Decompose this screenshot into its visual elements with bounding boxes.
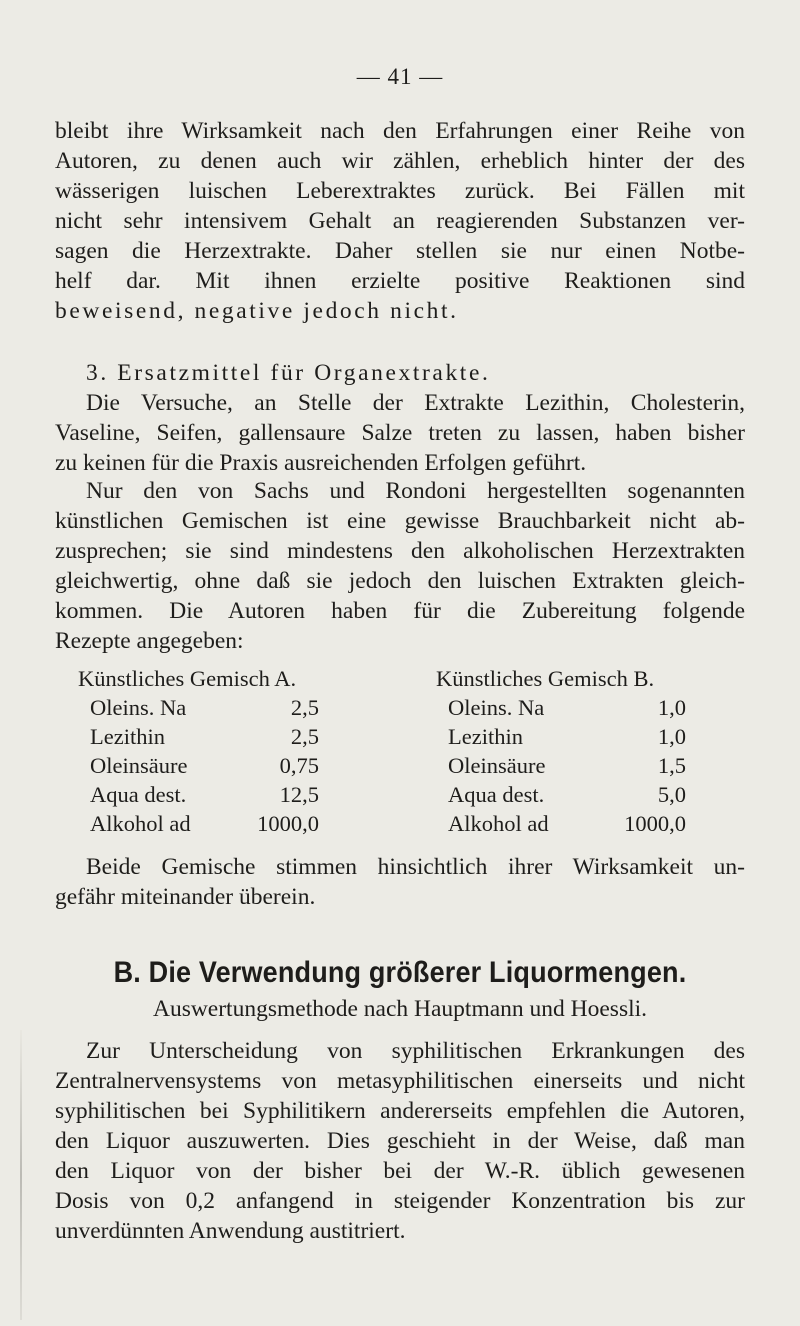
text-line: Nur den von Sachs und Rondoni hergestellten sogenannten xyxy=(86,478,745,504)
ingredient-name: Oleins. Na xyxy=(90,695,187,720)
text-line: unverdünnten Anwendung austitriert. xyxy=(55,1218,406,1244)
text-line: kommen. Die Autoren haben für die Zubereitung folgende xyxy=(55,598,745,624)
ingredient-amount: 5,0 xyxy=(657,782,686,807)
ingredient-amount: 2,5 xyxy=(290,695,319,720)
ingredient-name: Aqua dest. xyxy=(448,782,545,807)
section-heading: 3. Ersatzmittel für Organextrakte. xyxy=(86,360,491,386)
text-line: den Liquor von der bisher bei der W.-R. üblich gewesenen xyxy=(55,1158,745,1184)
recipe-row xyxy=(448,751,766,780)
text-line: Autoren, zu denen auch wir zählen, erheblich hinter der des xyxy=(55,148,745,174)
text-line: gleichwertig, ohne daß sie jedoch den luischen Extrakten gleich- xyxy=(55,568,745,594)
recipe-a xyxy=(78,664,378,838)
text-line: Die Versuche, an Stelle der Extrakte Lezithin, Cholesterin, xyxy=(86,390,745,416)
text-line: helf dar. Mit ihnen erzielte positive Reaktionen sind xyxy=(55,268,745,294)
recipe-row xyxy=(448,809,766,838)
text-line: zusprechen; sie sind mindestens den alkoholischen Herzextrakten xyxy=(55,538,745,564)
ingredient-name: Aqua dest. xyxy=(90,782,187,807)
text-line: zu keinen für die Praxis ausreichenden Erfolgen geführt. xyxy=(55,450,587,476)
text-line: nicht sehr intensivem Gehalt an reagierenden Substanzen ver- xyxy=(55,208,745,234)
recipe-row xyxy=(90,693,378,722)
ingredient-amount: 1000,0 xyxy=(257,811,319,836)
text-line: syphilitischen bei Syphilitikern andererseits empfehlen die Autoren, xyxy=(55,1098,745,1124)
ingredient-amount: 1,0 xyxy=(657,695,686,720)
margin-shadow xyxy=(20,1030,22,1320)
text-line: Dosis von 0,2 anfangend in steigender Konzentration bis zur xyxy=(55,1188,745,1214)
text-line: sagen die Herzextrakte. Daher stellen sie nur einen Notbe- xyxy=(55,238,745,264)
text-line: den Liquor auszuwerten. Dies geschieht in der Weise, daß man xyxy=(55,1128,745,1154)
ingredient-name: Alkohol ad xyxy=(448,811,549,836)
text-line: Beide Gemische stimmen hinsichtlich ihrer Wirksamkeit un- xyxy=(86,854,745,880)
ingredient-name: Oleinsäure xyxy=(90,753,188,778)
page-number: — 41 — xyxy=(356,64,444,89)
recipe-row xyxy=(90,809,378,838)
ingredient-name: Lezithin xyxy=(90,724,165,749)
ingredient-amount: 12,5 xyxy=(279,782,319,807)
ingredient-name: Oleinsäure xyxy=(448,753,546,778)
ingredient-name: Oleins. Na xyxy=(448,695,545,720)
recipe-row xyxy=(448,693,766,722)
recipe-row xyxy=(448,722,766,751)
recipe-row xyxy=(448,780,766,809)
text-line: künstlichen Gemischen ist eine gewisse Brauchbarkeit nicht ab- xyxy=(55,508,745,534)
recipe-b xyxy=(436,664,766,838)
text-line: bleibt ihre Wirksamkeit nach den Erfahrungen einer Reihe von xyxy=(55,118,745,144)
text-line: Vaseline, Seifen, gallensaure Salze treten zu lassen, haben bisher xyxy=(55,420,745,446)
ingredient-amount: 2,5 xyxy=(290,724,319,749)
recipe-row xyxy=(90,751,378,780)
text-line: Zur Unterscheidung von syphilitischen Erkrankungen des xyxy=(86,1038,745,1064)
text-line: Zentralnervensystems von metasyphilitischen einerseits und nicht xyxy=(55,1068,745,1094)
text-line: gefähr miteinander überein. xyxy=(55,884,316,910)
text-line: Rezepte angegeben: xyxy=(55,628,244,654)
recipe-row xyxy=(90,722,378,751)
ingredient-amount: 0,75 xyxy=(279,753,319,778)
recipe-b-title: Künstliches Gemisch B. xyxy=(436,666,655,691)
text-line: wässerigen luischen Leberextraktes zurück. Bei Fällen mit xyxy=(55,178,745,204)
recipe-row xyxy=(90,780,378,809)
ingredient-amount: 1,0 xyxy=(657,724,686,749)
section-b-subtitle: Auswertungsmethode nach Hauptmann und Hoessli. xyxy=(152,996,648,1022)
ingredient-name: Lezithin xyxy=(448,724,523,749)
text-line: beweisend, negative jedoch nicht. xyxy=(55,298,459,324)
ingredient-amount: 1,5 xyxy=(657,753,686,778)
ingredient-amount: 1000,0 xyxy=(624,811,686,836)
recipe-a-title: Künstliches Gemisch A. xyxy=(78,666,297,691)
ingredient-name: Alkohol ad xyxy=(90,811,191,836)
section-b-heading: B. Die Verwendung größerer Liquormengen. xyxy=(113,956,687,989)
